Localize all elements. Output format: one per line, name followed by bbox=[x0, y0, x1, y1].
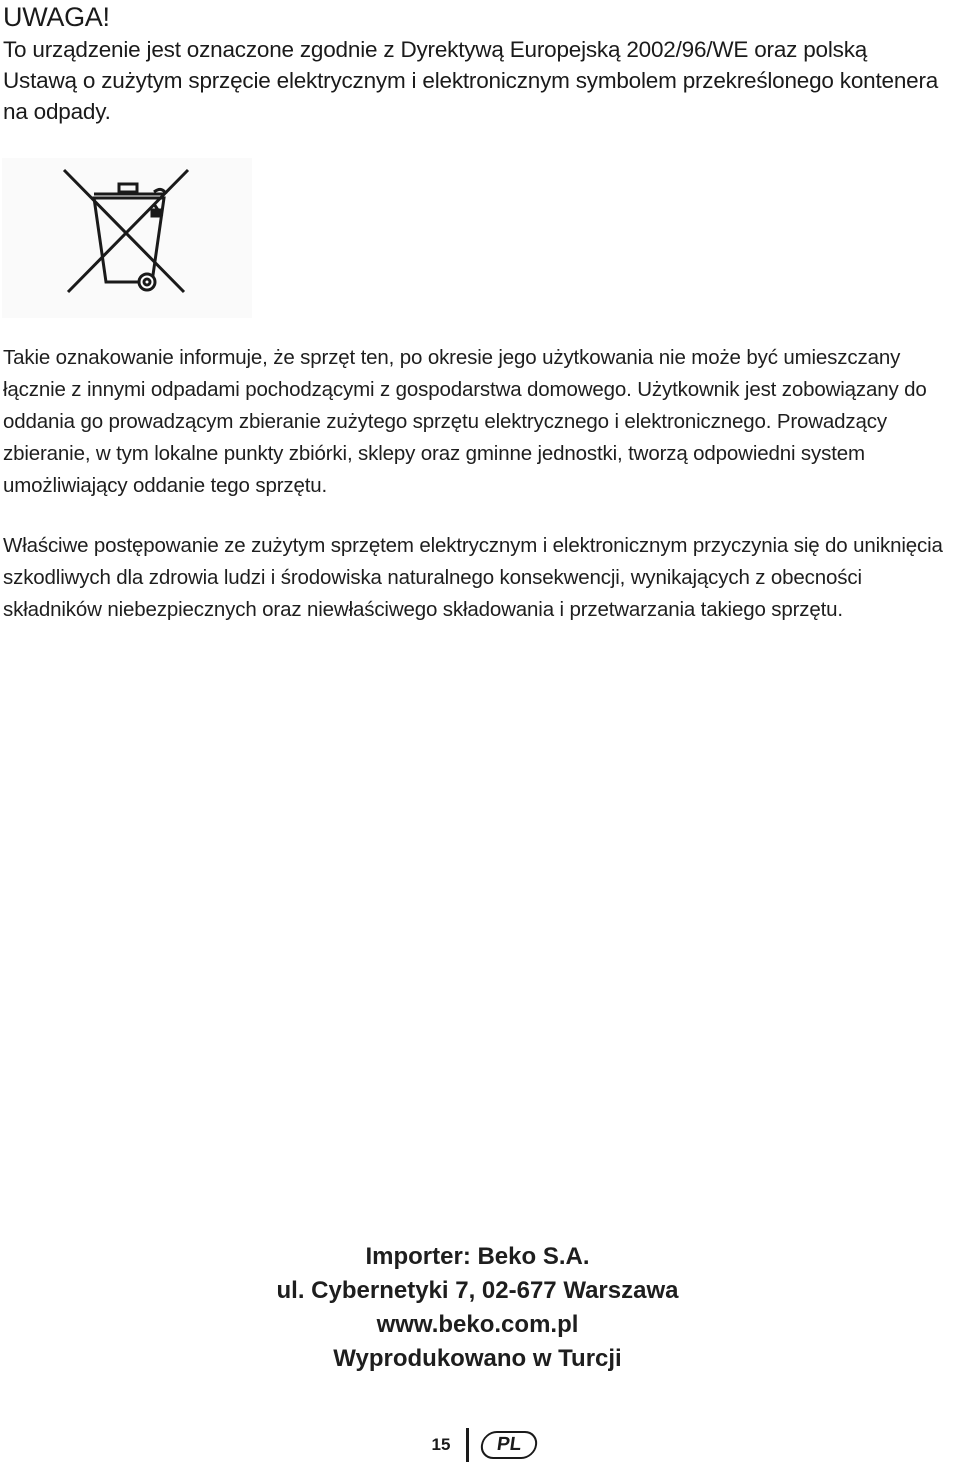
paragraph-disposal-info: Takie oznakowanie informuje, że sprzęt ten, po okresie jego użytkowania nie może być umieszczany łącznie z innymi odpadami pochodzącymi z gospodarstwa domowego. Użytkownik jest zobowiązany do oddania go prowadzącym zbieranie zużytego sprzętu elektrycznego i elektronicznego. Prowadzący zbieranie, w tym lokalne punkty zbiórki, sklepy oraz gminne jednostki, tworzą odpowiedni system umożliwiający oddanie tego sprzętu. bbox=[3, 346, 927, 497]
page-footer bbox=[420, 1427, 537, 1463]
importer-name: Importer: Beko S.A. bbox=[365, 1243, 590, 1270]
footer-divider bbox=[466, 1428, 469, 1462]
weee-symbol-panel bbox=[2, 158, 252, 318]
importer-website: www.beko.com.pl bbox=[376, 1311, 579, 1338]
paragraph-environmental-impact: Właściwe postępowanie ze zużytym sprzętem elektrycznym i elektronicznym przyczynia się do uniknięcia szkodliwych dla zdrowia ludzi i środowiska naturalnego konsekwencji, wynikających z obecności składników niebezpiecznych oraz niewłaściwego składowania i przetwarzania takiego sprzętu. bbox=[3, 534, 943, 621]
warning-heading: UWAGA! bbox=[3, 2, 110, 32]
crossed-out-wheelie-bin-icon bbox=[54, 164, 199, 299]
page-number: 15 bbox=[431, 1435, 451, 1454]
country-of-manufacture: Wyprodukowano w Turcji bbox=[333, 1345, 622, 1372]
importer-address: ul. Cybernetyki 7, 02-677 Warszawa bbox=[276, 1277, 679, 1304]
language-badge: PL bbox=[479, 1431, 539, 1459]
importer-block bbox=[0, 1240, 955, 1376]
directive-intro-text: To urządzenie jest oznaczone zgodnie z Dyrektywą Europejską 2002/96/WE oraz polską Ustawą o zużytym sprzęcie elektrycznym i elektronicznym symbolem przekreślonego kontenera na odpady. bbox=[3, 37, 939, 124]
